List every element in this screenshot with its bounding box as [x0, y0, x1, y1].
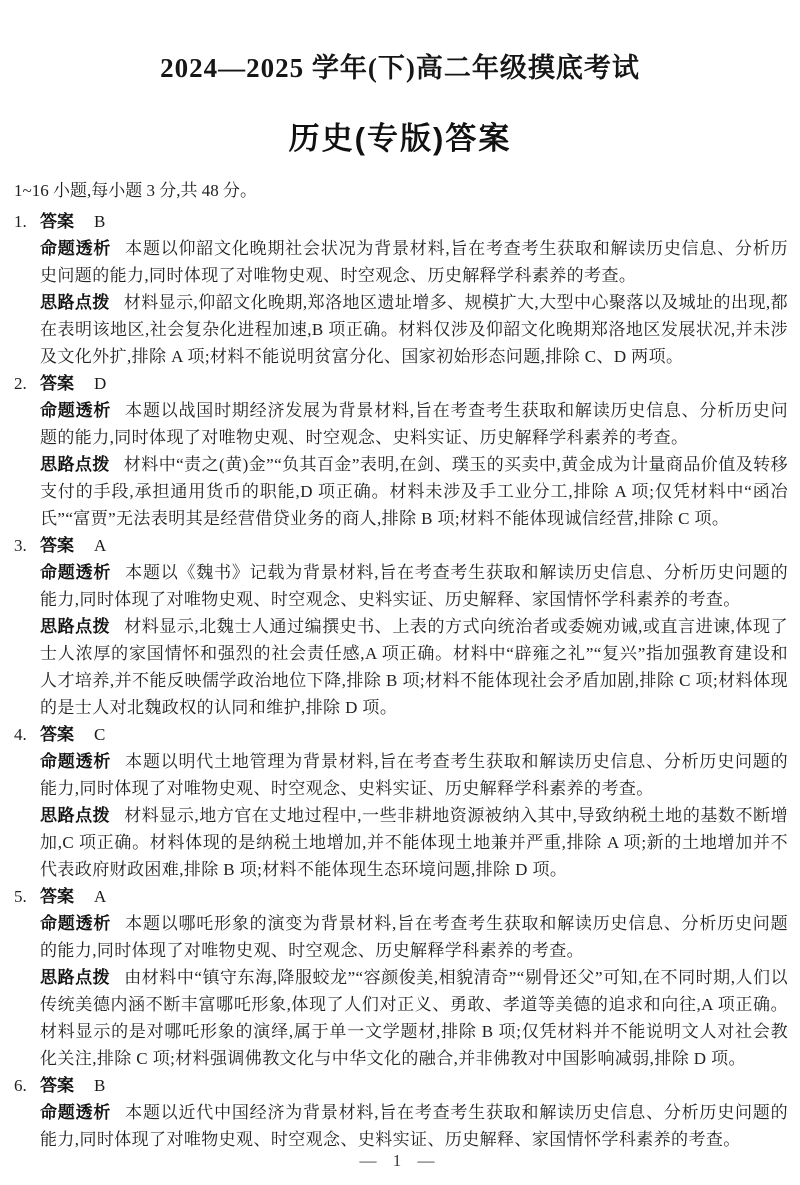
- analysis-label: 命题透析: [40, 563, 112, 582]
- answer-label: 答案: [40, 887, 74, 906]
- answer-line: [14, 208, 788, 235]
- analysis-label: 命题透析: [40, 239, 112, 258]
- answer-sheet-subtitle: 历史(专版)答案: [288, 121, 512, 156]
- tips-label: 思路点拨: [40, 968, 111, 987]
- question-block-4: [14, 721, 788, 883]
- answer-line: [14, 721, 788, 748]
- tips-paragraph: [14, 613, 788, 721]
- answer-line: [14, 1072, 788, 1099]
- analysis-text: 本题以仰韶文化晚期社会状况为背景材料,旨在考查考生获取和解读历史信息、分析历史问题的能力,同时体现了对唯物史观、时空观念、历史解释学科素养的考查。: [40, 239, 788, 285]
- tips-paragraph: [14, 451, 788, 532]
- question-number: 2.: [14, 374, 27, 393]
- analysis-text: 本题以《魏书》记载为背景材料,旨在考查考生获取和解读历史信息、分析历史问题的能力,同时体现了对唯物史观、时空观念、史料实证、历史解释、家国情怀学科素养的考查。: [40, 563, 788, 609]
- answer-label: 答案: [40, 1076, 74, 1095]
- question-block-1: [14, 208, 788, 370]
- analysis-paragraph: [14, 235, 788, 289]
- tips-text: 材料显示,仰韶文化晚期,郑洛地区遗址增多、规模扩大,大型中心聚落以及城址的出现,都在表明该地区,社会复杂化进程加速,B 项正确。材料仅涉及仰韶文化晚期郑洛地区发展状况,并未涉及文化外扩,排除 A 项;材料不能说明贫富分化、国家初始形态问题,排除 C、D 两项。: [40, 293, 788, 366]
- page-number: — 1 —: [359, 1151, 441, 1170]
- analysis-paragraph: [14, 1099, 788, 1153]
- question-block-2: [14, 370, 788, 532]
- answer-letter: B: [94, 1076, 106, 1095]
- tips-label: 思路点拨: [40, 455, 110, 474]
- answer-label: 答案: [40, 725, 74, 744]
- tips-text: 材料显示,北魏士人通过编撰史书、上表的方式向统治者或委婉劝诫,或直言进谏,体现了士人浓厚的家国情怀和强烈的社会责任感,A 项正确。材料中“辟雍之礼”“复兴”指加强教育建设和人才培养,并不能反映儒学政治地位下降,排除 B 项;材料不能体现社会矛盾加剧,排除 C 项;材料体现的是士人对北魏政权的认同和维护,排除 D 项。: [40, 617, 788, 717]
- tips-text: 由材料中“镇守东海,降服蛟龙”“容颜俊美,相貌清奇”“剔骨还父”可知,在不同时期,人们以传统美德内涵不断丰富哪吒形象,体现了人们对正义、勇敢、孝道等美德的追求和向往,A 项正确。材料显示的是对哪吒形象的演绎,属于单一文学题材,排除 B 项;仅凭材料并不能说明文人对社会教化关注,排除 C 项;材料强调佛教文化与中华文化的融合,并非佛教对中国影响减弱,排除 D 项。: [40, 968, 788, 1068]
- question-number: 6.: [14, 1076, 27, 1095]
- question-number: 3.: [14, 536, 27, 555]
- question-block-6: [14, 1072, 788, 1153]
- analysis-text: 本题以明代土地管理为背景材料,旨在考查考生获取和解读历史信息、分析历史问题的能力,同时体现了对唯物史观、时空观念、史料实证、历史解释学科素养的考查。: [40, 752, 788, 798]
- tips-text: 材料显示,地方官在丈地过程中,一些非耕地资源被纳入其中,导致纳税土地的基数不断增加,C 项正确。材料体现的是纳税土地增加,并不能体现土地兼并严重,排除 A 项;新的土地增加并不代表政府财政困难,排除 B 项;材料不能体现生态环境问题,排除 D 项。: [40, 806, 788, 879]
- analysis-text: 本题以战国时期经济发展为背景材料,旨在考查考生获取和解读历史信息、分析历史问题的能力,同时体现了对唯物史观、时空观念、史料实证、历史解释学科素养的考查。: [40, 401, 788, 447]
- tips-paragraph: [14, 289, 788, 370]
- analysis-paragraph: [14, 748, 788, 802]
- answer-letter: D: [94, 374, 107, 393]
- exam-title: 2024—2025 学年(下)高二年级摸底考试: [160, 53, 640, 83]
- tips-text: 材料中“责之(黄)金”“负其百金”表明,在剑、璞玉的买卖中,黄金成为计量商品价值及转移支付的手段,承担通用货币的职能,D 项正确。材料未涉及手工业分工,排除 A 项;仅凭材料中“函冶氏”“富贾”无法表明其是经营借贷业务的商人,排除 B 项;材料不能体现诚信经营,排除 C 项。: [40, 455, 788, 528]
- analysis-label: 命题透析: [40, 752, 112, 771]
- question-number: 5.: [14, 887, 27, 906]
- answer-label: 答案: [40, 536, 74, 555]
- tips-label: 思路点拨: [40, 806, 111, 825]
- tips-label: 思路点拨: [40, 293, 110, 312]
- analysis-label: 命题透析: [40, 1103, 112, 1122]
- answer-line: [14, 370, 788, 397]
- analysis-paragraph: [14, 397, 788, 451]
- tips-label: 思路点拨: [40, 617, 111, 636]
- analysis-paragraph: [14, 910, 788, 964]
- tips-paragraph: [14, 964, 788, 1072]
- analysis-label: 命题透析: [40, 914, 112, 933]
- answer-line: [14, 532, 788, 559]
- answer-letter: A: [94, 887, 107, 906]
- tips-paragraph: [14, 802, 788, 883]
- analysis-text: 本题以近代中国经济为背景材料,旨在考查考生获取和解读历史信息、分析历史问题的能力,同时体现了对唯物史观、时空观念、史料实证、历史解释、家国情怀学科素养的考查。: [40, 1103, 788, 1149]
- answer-label: 答案: [40, 212, 74, 231]
- question-number: 4.: [14, 725, 27, 744]
- question-number: 1.: [14, 212, 27, 231]
- answer-list: [0, 208, 800, 1153]
- analysis-label: 命题透析: [40, 401, 112, 420]
- answer-letter: A: [94, 536, 107, 555]
- analysis-paragraph: [14, 559, 788, 613]
- answer-label: 答案: [40, 374, 74, 393]
- scoring-note: 1~16 小题,每小题 3 分,共 48 分。: [14, 181, 257, 200]
- question-block-3: [14, 532, 788, 721]
- answer-letter: C: [94, 725, 106, 744]
- analysis-text: 本题以哪吒形象的演变为背景材料,旨在考查考生获取和解读历史信息、分析历史问题的能力,同时体现了对唯物史观、时空观念、历史解释学科素养的考查。: [40, 914, 788, 960]
- answer-line: [14, 883, 788, 910]
- answer-letter: B: [94, 212, 106, 231]
- question-block-5: [14, 883, 788, 1072]
